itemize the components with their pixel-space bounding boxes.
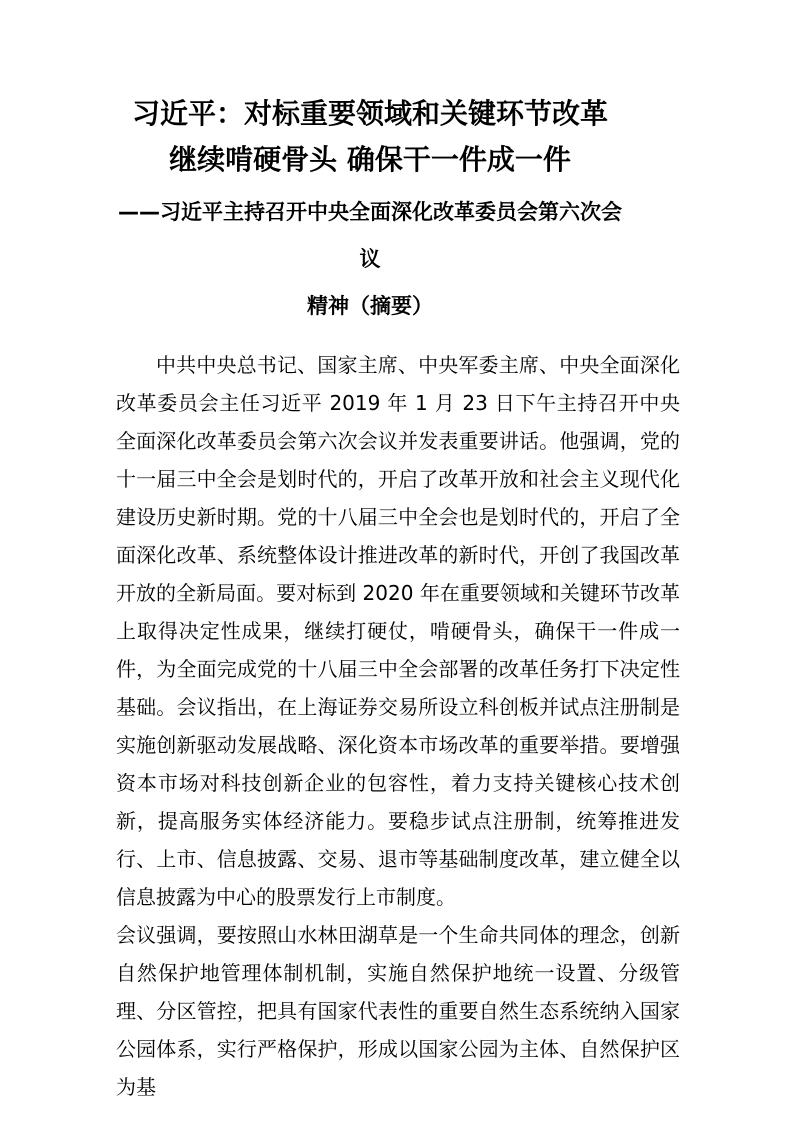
document-title bbox=[116, 91, 624, 183]
title-line-2: 继续啃硬骨头 确保干一件成一件 bbox=[169, 143, 571, 176]
subtitle-line-1: ——习近平主持召开中央全面深化改革委员会第六次会议 bbox=[118, 200, 622, 271]
heading-block bbox=[116, 91, 680, 330]
document-body bbox=[116, 346, 680, 1106]
body-paragraph-2: 会议强调，要按照山水林田湖草是一个生命共同体的理念，创新自然保护地管理体制机制，实施自然保护地统一设置、分级管理、分区管控，把具有国家代表性的重要自然生态系统纳入国家公园体系，实行严格保护，形成以国家公园为主体、自然保护区为基 bbox=[116, 923, 680, 1099]
body-paragraph-1: 中共中央总书记、国家主席、中央军委主席、中央全面深化改革委员会主任习近平 2019 年 1 月 23 日下午主持召开中央全面深化改革委员会第六次会议并发表重要讲话。他强调，党的十一届三中全会是划时代的，开启了改革开放和社会主义现代化建设历史新时期。党的十八届三中全会也是划时代的，开启了全面深化改革、系统整体设计推进改革的新时代，开创了我国改革开放的全新局面。要对标到 2020 年在重要领域和关键环节改革上取得决定性成果，继续打硬仗，啃硬骨头，确保干一件成一件，为全面完成党的十八届三中全会部署的改革任务打下决定性基础。会议指出，在上海证券交易所设立科创板并试点注册制是实施创新驱动发展战略、深化资本市场改革的重要举措。要增强资本市场对科技创新企业的包容性，着力支持关键核心技术创新，提高服务实体经济能力。要稳步试点注册制，统筹推进发行、上市、信息披露、交易、退市等基础制度改革，建立健全以信息披露为中心的股票发行上市制度。 bbox=[116, 353, 680, 909]
document-subtitle bbox=[116, 189, 624, 330]
subtitle-line-2: 精神（摘要） bbox=[307, 294, 433, 318]
title-line-1: 习近平：对标重要领域和关键环节改革 bbox=[131, 97, 608, 130]
